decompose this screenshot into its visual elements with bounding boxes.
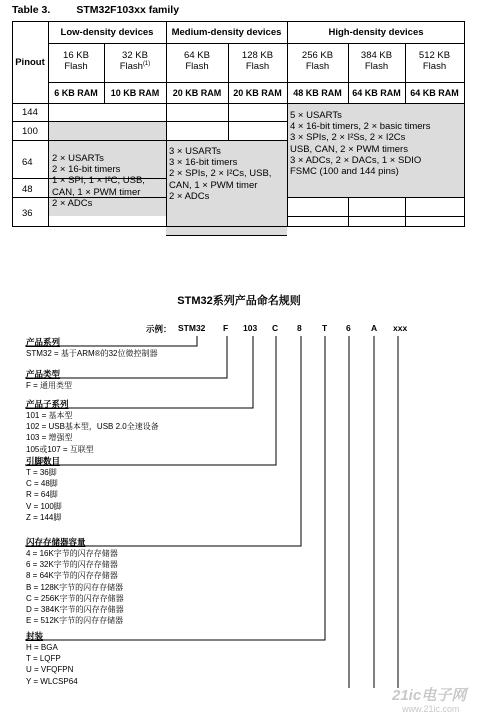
pin-count: 64 (22, 157, 33, 168)
ram-cell: 20 KB RAM (172, 88, 222, 98)
section-item: 6 = 32K字节的闪存存储器 (26, 560, 118, 570)
example-part-subseries: 103 (243, 323, 258, 333)
flash-384kb: 384 KB Flash (360, 50, 393, 72)
section-item: Z = 144脚 (26, 512, 62, 522)
pin-count: 144 (22, 107, 38, 118)
feature-line: 3 × SPIs, 2 × I²Ss, 2 × I2Cs (290, 132, 406, 144)
group-low-density: Low-density devices (60, 27, 154, 38)
section-item: T = 36脚 (26, 468, 57, 477)
flash-16kb: 16 KB Flash (63, 50, 89, 72)
feature-line: 2 × ADCs (52, 197, 93, 209)
section-item: 4 = 16K字节的闪存存储器 (26, 549, 118, 558)
ram-cell: 6 KB RAM (54, 88, 98, 98)
section-item: C = 256K字节的闪存存储器 (26, 593, 124, 603)
pin-count: 36 (22, 208, 33, 219)
flash-128kb: 128 KB Flash (241, 50, 274, 72)
example-part-suffix: xxx (393, 323, 408, 333)
section-item: 101 = 基本型 (26, 411, 73, 420)
section-title: 封装 (26, 631, 44, 641)
group-medium-density: Medium-density devices (171, 27, 282, 38)
example-label: 示例： (146, 324, 172, 334)
example-part-flash: 8 (297, 323, 302, 333)
section-item: STM32 = 基于ARM®的32位微控制器 (26, 349, 158, 358)
example-part-type: F (223, 323, 229, 333)
feature-line: 2 × 16-bit timers (52, 164, 121, 176)
flash-512kb: 512 KB Flash (418, 50, 451, 72)
pinout-header: Pinout (15, 57, 45, 68)
table-title: STM32F103xx family (76, 4, 180, 16)
feature-line: 2 × SPIs, 2 × I²Cs, USB, (169, 168, 272, 180)
section-product-type (26, 368, 72, 391)
section-item: Y = WLCSP64 (26, 676, 78, 686)
example-part-option: A (371, 323, 378, 333)
flash-footnote: (1) (142, 60, 151, 67)
section-title: 闪存存储器容量 (26, 537, 86, 547)
feature-line: USB, CAN, 2 × PWM timers (290, 143, 408, 155)
section-item: R = 64脚 (26, 490, 58, 500)
feature-line: 1 × SPI, 1 × I²C, USB, (52, 175, 145, 187)
flash-256kb: 256 KB Flash (301, 50, 334, 72)
feature-line: FSMC (100 and 144 pins) (290, 166, 399, 178)
feature-line: 3 × ADCs, 2 × DACs, 1 × SDIO (290, 154, 422, 166)
section-title: 产品系列 (26, 337, 61, 347)
section-item: V = 100脚 (26, 501, 62, 511)
example-part-pins: C (272, 323, 279, 333)
pin-count: 100 (22, 126, 38, 137)
pin-count: 48 (22, 184, 33, 195)
section-title: 产品子系列 (26, 399, 69, 409)
example-part-package: T (322, 323, 328, 333)
example-part-series: STM32 (178, 323, 206, 333)
section-flash-size (26, 536, 124, 626)
section-item: E = 512K字节的闪存存储器 (26, 616, 124, 626)
diagram-title: STM32系列产品命名规则 (177, 295, 301, 307)
group-high-density: High-density devices (328, 27, 424, 38)
section-item: C = 48脚 (26, 479, 58, 489)
section-title: 产品类型 (26, 369, 61, 379)
feature-line: 2 × ADCs (169, 190, 210, 202)
section-item: 105或107 = 互联型 (26, 444, 94, 454)
section-item: D = 384K字节的闪存存储器 (26, 605, 124, 615)
section-product-subseries (26, 398, 159, 455)
example-part-temp: 6 (346, 323, 351, 333)
ram-cell: 48 KB RAM (293, 88, 342, 98)
flash-64kb: 64 KB Flash (184, 50, 210, 72)
feature-line: CAN, 1 × PWM timer (52, 186, 141, 198)
feature-line: 5 × USARTs (290, 110, 342, 121)
section-item: 8 = 64K字节的闪存存储器 (26, 571, 118, 581)
feature-line: CAN, 1 × PWM timer (169, 179, 258, 191)
section-item: H = BGA (26, 643, 58, 652)
section-item: U = VFQFPN (26, 665, 74, 675)
ram-cell: 64 KB RAM (352, 88, 401, 98)
watermark-url: www.21ic.com (402, 704, 460, 714)
feature-line: 3 × USARTs (169, 146, 221, 157)
feature-line: 2 × USARTs (52, 153, 104, 164)
feature-line: 4 × 16-bit timers, 2 × basic timers (290, 121, 431, 133)
section-item: 103 = 增强型 (26, 433, 73, 443)
section-item: T = LQFP (26, 654, 61, 664)
section-product-series (26, 336, 157, 359)
ram-cell: 10 KB RAM (110, 88, 160, 98)
section-package (26, 630, 78, 687)
section-pin-count (26, 455, 62, 523)
table-number: Table 3. (12, 4, 51, 16)
ram-cell: 20 KB RAM (233, 88, 282, 98)
feature-line: 3 × 16-bit timers (169, 157, 238, 169)
section-item: B = 128K字节的闪存存储器 (26, 582, 124, 592)
flash-32kb-label: 32 KB Flash (119, 50, 148, 72)
section-item: F = 通用类型 (26, 381, 73, 390)
ram-cell: 64 KB RAM (410, 88, 459, 98)
section-item: 102 = USB基本型，USB 2.0全速设备 (26, 422, 159, 432)
section-title: 引脚数目 (26, 456, 61, 466)
watermark-logo: 21ic电子网 (392, 687, 467, 704)
